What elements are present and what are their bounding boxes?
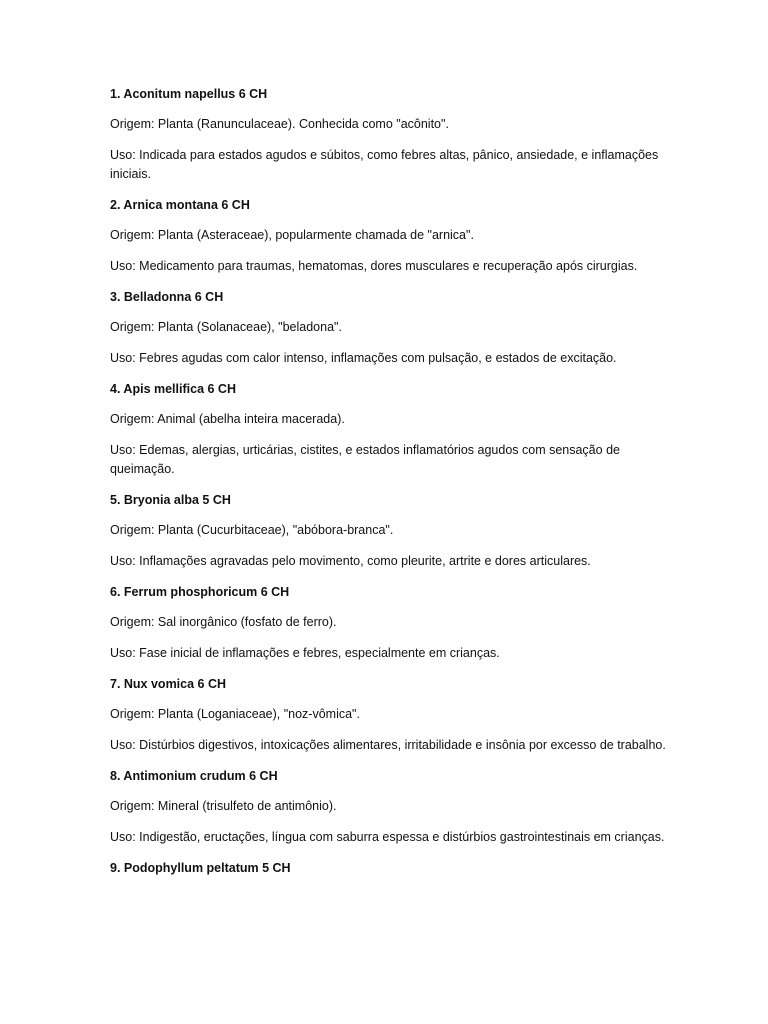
entry-use: Uso: Indigestão, eructações, língua com saburra espessa e distúrbios gastrointestinais em crianças. bbox=[110, 830, 665, 844]
entry-origin: Origem: Planta (Solanaceae), "beladona". bbox=[110, 320, 342, 334]
entry-9 bbox=[110, 859, 670, 878]
entry-5 bbox=[110, 491, 670, 571]
entry-title: 3. Belladonna 6 CH bbox=[110, 290, 224, 304]
entry-title: 8. Antimonium crudum 6 CH bbox=[110, 769, 278, 783]
entry-origin: Origem: Sal inorgânico (fosfato de ferro). bbox=[110, 615, 337, 629]
entry-title: 1. Aconitum napellus 6 CH bbox=[110, 87, 268, 101]
entry-origin: Origem: Planta (Loganiaceae), "noz-vômica". bbox=[110, 707, 360, 721]
entry-title: 9. Podophyllum peltatum 5 CH bbox=[110, 861, 291, 875]
entry-title: 5. Bryonia alba 5 CH bbox=[110, 493, 231, 507]
entry-title: 6. Ferrum phosphoricum 6 CH bbox=[110, 585, 290, 599]
entry-2 bbox=[110, 196, 670, 276]
entry-origin: Origem: Planta (Cucurbitaceae), "abóbora-branca". bbox=[110, 523, 394, 537]
entry-3 bbox=[110, 288, 670, 368]
entry-use: Uso: Fase inicial de inflamações e febres, especialmente em crianças. bbox=[110, 646, 500, 660]
entry-1 bbox=[110, 85, 670, 184]
entry-use: Uso: Inflamações agravadas pelo movimento, como pleurite, artrite e dores articulares. bbox=[110, 554, 591, 568]
entry-origin: Origem: Planta (Ranunculaceae). Conhecida como "acônito". bbox=[110, 117, 449, 131]
document-page bbox=[110, 85, 670, 889]
entry-title: 2. Arnica montana 6 CH bbox=[110, 198, 250, 212]
entry-use: Uso: Distúrbios digestivos, intoxicações alimentares, irritabilidade e insônia por excesso de trabalho. bbox=[110, 738, 666, 752]
entry-use: Uso: Indicada para estados agudos e súbitos, como febres altas, pânico, ansiedade, e inflamações iniciais. bbox=[110, 148, 659, 181]
entry-origin: Origem: Mineral (trisulfeto de antimônio). bbox=[110, 799, 337, 813]
entry-use: Uso: Febres agudas com calor intenso, inflamações com pulsação, e estados de excitação. bbox=[110, 351, 617, 365]
entry-origin: Origem: Animal (abelha inteira macerada). bbox=[110, 412, 345, 426]
entry-origin: Origem: Planta (Asteraceae), popularmente chamada de "arnica". bbox=[110, 228, 474, 242]
entry-use: Uso: Edemas, alergias, urticárias, cistites, e estados inflamatórios agudos com sensação de queimação. bbox=[110, 443, 620, 476]
entry-title: 4. Apis mellifica 6 CH bbox=[110, 382, 236, 396]
entry-6 bbox=[110, 583, 670, 663]
entry-4 bbox=[110, 380, 670, 479]
entry-8 bbox=[110, 767, 670, 847]
entry-title: 7. Nux vomica 6 CH bbox=[110, 677, 227, 691]
entry-7 bbox=[110, 675, 670, 755]
entry-use: Uso: Medicamento para traumas, hematomas, dores musculares e recuperação após cirurgias. bbox=[110, 259, 638, 273]
